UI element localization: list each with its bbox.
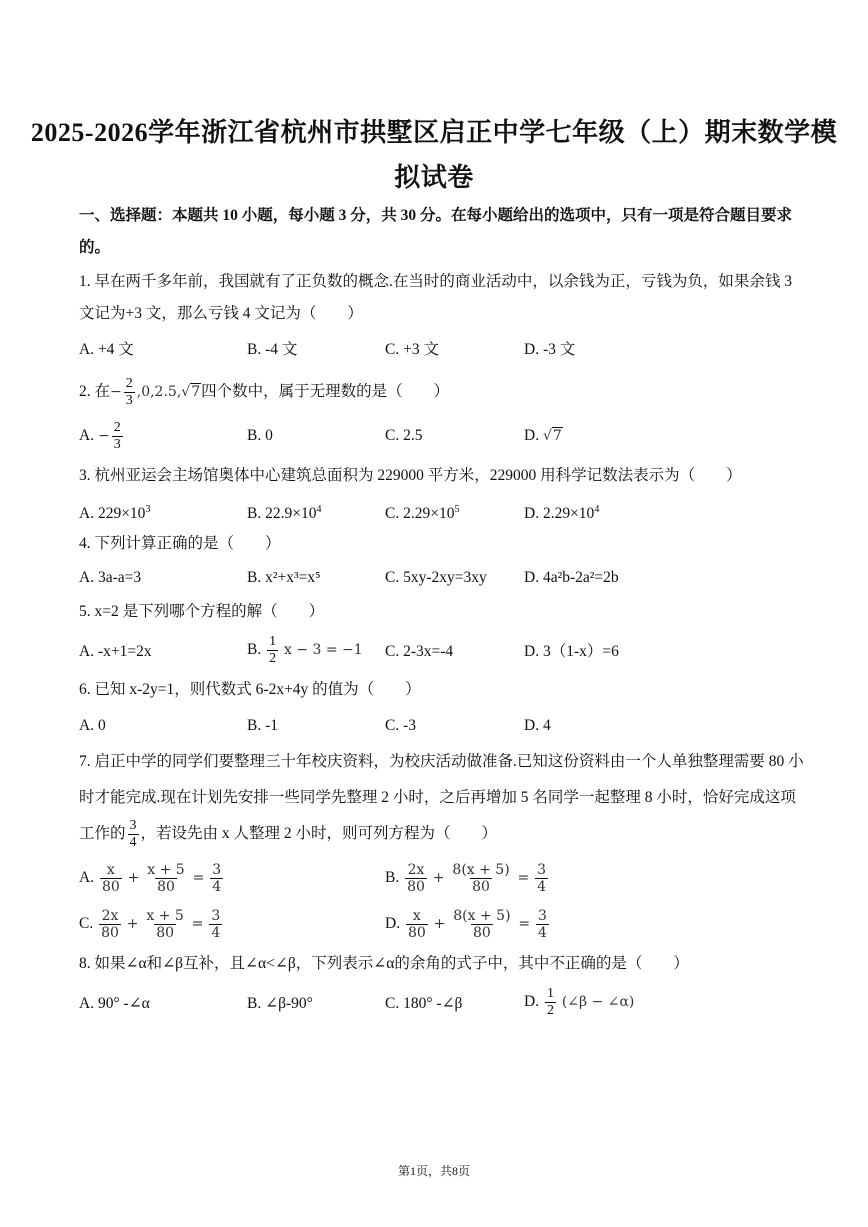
q6-option-b: B. -1 [247, 717, 278, 734]
q7-stem-line2: 时才能完成.现在计划先安排一些同学先整理 2 小时，之后再增加 5 名同学一起整理 8 小时，恰好完成这项 [79, 789, 796, 806]
q2-option-b: B. 0 [247, 427, 273, 444]
q7-b-term2 [450, 862, 511, 895]
q3-a-base: A. 229×10 [79, 505, 146, 523]
q7-option-d: D. $\frac{x}{80}$ + $\frac{8(x + 5)}{80}$ = $\frac{3}{4}$ [385, 908, 547, 941]
q3-option-a [79, 496, 150, 528]
q7-c-rhs [209, 908, 222, 941]
q7-a-rhs-den: 4 [212, 879, 222, 895]
q5-option-c: C. 2-3x=-4 [385, 643, 454, 660]
q2-prefix: 2. 在 [79, 383, 111, 401]
q7-d-rhs-num: 3 [538, 908, 547, 924]
q8-d-fraction [545, 986, 556, 1019]
q8-d-label: D. [524, 993, 540, 1011]
q8-option-b: B. ∠β-90° [247, 995, 313, 1012]
q8-d-den: 2 [546, 1003, 554, 1018]
q7-a-t2-den: 80 [157, 879, 175, 895]
q8-d-rest: (∠β − ∠α) [561, 994, 635, 1011]
sqrt-radicand: 7 [191, 384, 201, 401]
q7-d-rhs [536, 908, 549, 941]
q7-line3-suffix: ，若设先由 x 人整理 2 小时，则可列方程为（ ） [140, 825, 498, 843]
q2-option-a-fraction [112, 420, 123, 453]
q8-option-d [524, 986, 634, 1019]
q2-option-a-neg: − [97, 428, 110, 445]
q7-d-label: D. [385, 915, 401, 933]
q2-neg: − [110, 384, 122, 401]
q7-c-rhs-den: 4 [211, 925, 221, 941]
q7-b-t2-num: 8(x + 5) [452, 862, 510, 878]
q3-stem: 3. 杭州亚运会主场馆奥体中心建筑总面积为 229000 平方米，229000 用科学记数法表示为（ ） [79, 467, 742, 484]
q2-option-a-den: 3 [113, 437, 121, 452]
q7-stem-line3 [79, 818, 799, 851]
q7-b-rhs-num: 3 [537, 862, 547, 878]
q3-a-exp: 3 [145, 504, 151, 515]
q4-option-d: D. 4a²b-2a²=2b [524, 569, 619, 586]
q2-option-d-label: D. [524, 427, 540, 444]
q3-b-base: B. 22.9×10 [247, 505, 317, 523]
q7-a-rhs [210, 862, 223, 895]
q3-d-base: D. 2.29×10 [524, 505, 595, 523]
q5-option-d: D. 3（1-x）=6 [524, 643, 619, 660]
q7-b-term1 [405, 862, 427, 895]
q4-option-a: A. 3a-a=3 [79, 569, 142, 586]
q8-d-num: 1 [546, 986, 554, 1001]
q2-stem [79, 376, 799, 409]
q6-stem: 6. 已知 x-2y=1，则代数式 6-2x+4y 的值为（ ） [79, 681, 421, 698]
q7-a-label: A. [79, 869, 95, 887]
q8-stem: 8. 如果∠α和∠β互补，且∠α<∠β，下列表示∠α的余角的式子中，其中不正确的是（ ） [79, 955, 689, 972]
q1-option-d: D. -3 文 [524, 341, 576, 358]
q5-b-den: 2 [269, 651, 277, 666]
exam-title-line1: 2025-2026学年浙江省杭州市拱墅区启正中学七年级（上）期末数学模 [30, 118, 838, 147]
q7-d-rhs-den: 4 [538, 925, 547, 941]
q4-option-b: B. x²+x³=x⁵ [247, 569, 321, 586]
q6-option-a: A. 0 [79, 717, 106, 734]
q2-frac-den: 3 [125, 393, 133, 408]
q7-c-label: C. [79, 915, 94, 933]
q4-stem: 4. 下列计算正确的是（ ） [79, 535, 281, 552]
q7-option-a: A. $\frac{x}{80}$ + $\frac{x + 5}{80}$ = $\frac{3}{4}$ [79, 862, 222, 895]
q2-option-a-num: 2 [113, 420, 121, 435]
q2-frac-num: 2 [125, 376, 133, 391]
q5-option-b-fraction [267, 634, 278, 667]
q2-option-a-label: A. [79, 427, 95, 445]
q7-a-t1-num: x [106, 862, 115, 878]
q7-a-term1 [100, 862, 122, 895]
q7-c-term2 [144, 908, 185, 941]
q2-fraction [124, 376, 135, 409]
q1-option-c: C. +3 文 [385, 341, 439, 358]
q7-d-t2-den: 80 [472, 925, 491, 941]
q6-option-d: D. 4 [524, 717, 551, 734]
q3-option-d [524, 496, 599, 528]
q2-option-d-sqrt [543, 422, 563, 450]
q7-c-t1-num: 2x [101, 908, 119, 924]
q2-option-c: C. 2.5 [385, 427, 423, 444]
q5-b-num: 1 [269, 634, 277, 649]
q7-a-rhs-num: 3 [212, 862, 222, 878]
q7-option-b: B. $\frac{2x}{80}$ + $\frac{8(x + 5)}{80}$ = $\frac{3}{4}$ [385, 862, 547, 895]
q3-b-exp: 4 [316, 504, 322, 515]
q3-option-c [385, 496, 459, 528]
sqrt-radicand: 7 [552, 428, 562, 444]
q5-stem: 5. x=2 是下列哪个方程的解（ ） [79, 603, 325, 620]
q2-list: ,0,2.5, [136, 384, 182, 401]
exam-title-line2: 拟试卷 [394, 163, 474, 192]
q2-suffix: 四个数中，属于无理数的是（ ） [201, 383, 450, 401]
q6-option-c: C. -3 [385, 717, 416, 734]
q2-option-d [524, 422, 563, 450]
q7-b-t1-num: 2x [407, 862, 425, 878]
q7-c-term1 [99, 908, 121, 941]
q7-frac-den: 4 [129, 835, 137, 850]
q1-stem-line1: 1. 早在两千多年前，我国就有了正负数的概念.在当时的商业活动中，以余钱为正，亏钱为负，如果余钱 3 [79, 273, 793, 290]
q7-d-t2-num: 8(x + 5) [453, 908, 511, 924]
q7-a-term2 [145, 862, 186, 895]
q1-option-b: B. -4 文 [247, 341, 298, 358]
section-heading-cont: 的。 [79, 239, 111, 256]
q2-sqrt [181, 378, 201, 406]
q2-option-a [79, 420, 125, 453]
q3-option-b [247, 496, 321, 528]
q5-option-a: A. -x+1=2x [79, 643, 152, 660]
q3-c-exp: 5 [454, 504, 460, 515]
q7-stem-line1: 7. 启正中学的同学们要整理三十年校庆资料，为校庆活动做准备.已知这份资料由一个人单独整理需要 80 小 [79, 753, 804, 770]
q7-d-t1-den: 80 [407, 925, 426, 941]
q4-option-c: C. 5xy-2xy=3xy [385, 569, 487, 586]
q5-option-b-rest: x − 3 = −1 [283, 642, 363, 659]
q7-fraction [128, 818, 139, 851]
q3-c-base: C. 2.29×10 [385, 505, 455, 523]
q1-stem-line2: 文记为+3 文，那么亏钱 4 文记为（ ） [79, 305, 363, 322]
q7-b-rhs-den: 4 [537, 879, 547, 895]
q7-d-term1 [406, 908, 428, 941]
q8-option-a: A. 90° -∠α [79, 995, 150, 1012]
q7-a-t1-den: 80 [101, 879, 120, 895]
q7-d-t1-num: x [412, 908, 421, 924]
sqrt-sign: √ [542, 428, 552, 444]
q7-c-t1-den: 80 [101, 925, 119, 941]
q7-c-rhs-num: 3 [211, 908, 221, 924]
q7-frac-num: 3 [129, 818, 137, 833]
page-footer: 第1页，共8页 [397, 1164, 470, 1178]
q1-option-a: A. +4 文 [79, 341, 134, 358]
q7-b-t2-den: 80 [472, 879, 490, 895]
q7-d-term2 [451, 908, 512, 941]
section-heading: 一、选择题：本题共 10 小题，每小题 3 分，共 30 分。在每小题给出的选项中，只有一项是符合题目要求 [79, 207, 793, 224]
q3-d-exp: 4 [594, 504, 600, 515]
q5-option-b [247, 634, 363, 667]
q7-line3-prefix: 工作的 [79, 825, 126, 843]
q7-b-rhs [535, 862, 548, 895]
q7-c-t2-num: x + 5 [146, 908, 184, 924]
q7-c-t2-den: 80 [156, 925, 175, 941]
q7-option-c: C. $\frac{2x}{80}$ + $\frac{x + 5}{80}$ = $\frac{3}{4}$ [79, 908, 221, 941]
sqrt-sign: √ [181, 384, 191, 401]
q7-b-label: B. [385, 869, 400, 887]
q7-a-t2-num: x + 5 [147, 862, 185, 878]
q7-b-t1-den: 80 [407, 879, 425, 895]
q5-option-b-label: B. [247, 641, 262, 659]
q8-option-c: C. 180° -∠β [385, 995, 463, 1012]
